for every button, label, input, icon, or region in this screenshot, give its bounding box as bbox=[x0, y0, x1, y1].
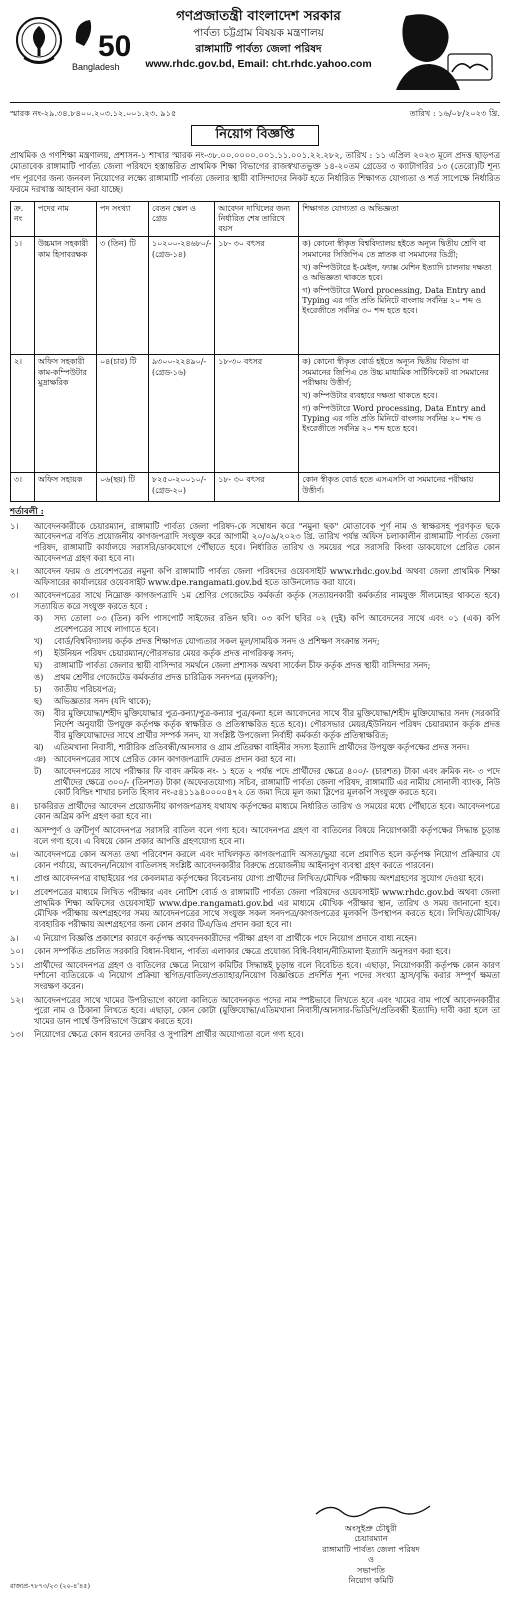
list-item: ১। আবেদনকারীকে চেয়ারম্যান, রাঙ্গামাটি পার্বত্য জেলা পরিষদ-কে সম্বোধন করে "নমুনা ছক" মোতাবেক পূর্ণ নাম ও স্বাক্ষরসহ পূরণকৃত ছকে আবেদনপত্র বর্ণিত প্রয়োজনীয় কাগজপত্রাদি সংযুক্ত করে আগামী ২০/০৯/২০২৩ খ্রি. তারিখ পর্যন্ত অফিস চলাকালীন রাঙ্গামাটি পার্বত্য জেলা পরিষদ, রাঙ্গামাটি কার্যালয়ে সরাসরি/ডাকযোগে পৌঁছাতে হবে। নির্ধারিত তারিখ ও সময়ের পরে সরাসরি কিংবা ডাকযোগে প্রেরিত কোন আবেদনপত্র গ্রহণ করা হবে না। bbox=[10, 520, 500, 563]
cell-count: ০৬(ছয়) টি bbox=[97, 473, 149, 501]
sub-item: চ) জাতীয় পরিচয়পত্র; bbox=[34, 684, 117, 695]
list-item: ৪। চাকরিরত প্রার্থীদের আবেদন প্রয়োজনীয় কাগজপত্রসহ যথাযথ কর্তৃপক্ষের মাধ্যমে নির্ধারিত তারিখ ও সময়ের মধ্যে পৌঁছাতে হবে। আবেদনপত্রে কোন অগ্রিম কপি গ্রহণ করা হবে না। bbox=[10, 800, 500, 822]
cell-count: ০৪(চার) টি bbox=[97, 355, 149, 473]
sub-item: ট) আবেদনপত্রের সাথে পরীক্ষার ফি বাবদ ক্রমিক নং- ১ হতে ২ পর্যন্ত পদে প্রার্থীদের ক্ষেত্রে ৪০০/- (চারশত) টাকা এবং ক্রমিক নং- ৩ পদে প্রার্থীদের ক্ষেত্রে ৩০০/- (তিনশত) টাকা (অফেরতযোগ্য) সচিব, রাঙ্গামাটি পার্বত্য জেলা পরিষদ, রাঙ্গামাটি এর নামীয় সোনালী ব্যাংক, নিউ কোর্ট বিল্ডিং শাখার চলতি হিসাব নং-৫৪১১৯৪০০০০৪৭২ তে জমা দিয়ে মূল জমা স্লিপের মূলকপি সংযুক্ত করতে হবে। bbox=[34, 765, 500, 798]
cell-sl: ২। bbox=[11, 355, 35, 473]
list-item: ১১। প্রার্থীদের আবেদনপত্র গ্রহণ ও বাতিলের ক্ষেত্রে নিয়োগ কমিটির সিদ্ধান্তই চূড়ান্ত বলে বিবেচিত হবে। এছাড়া, নিয়োগকারী কর্তৃপক্ষ কোন কারণ দর্শানো ব্যতিরেকে এ নিয়োগ প্রক্রিয়া স্থগিত/বাতিল/প্রত্যাহার/নিয়োগ বিজ্ঞপ্তিতে প্রদর্শিত শূন্য পদের সংখ্যা হ্রাস/বৃদ্ধি করার সম্পূর্ণ ক্ষমতা সংরক্ষণ করেন। bbox=[10, 959, 500, 991]
signatory-role: সভাপতি bbox=[357, 1564, 385, 1575]
government-seal-logo bbox=[14, 12, 64, 78]
memo-number: স্মারক নং-২৯.৩৪.৮৪০০.২০৩.১২.০০১.২৩. ৯১৫ bbox=[10, 108, 177, 118]
sub-item: ছ) অভিজ্ঞতার সনদ (যদি থাকে); bbox=[34, 696, 152, 707]
table-row bbox=[11, 237, 500, 355]
sub-item: ঝ) এতিমখানা নিবাসী, শারীরিক প্রতিবন্ধী/আনসার ও গ্রাম প্রতিরক্ষা বাহিনীর সদস্য ইত্যাদি প্রার্থীদের উপযুক্ত কর্তৃপক্ষের প্রদত্ত সনদ। bbox=[34, 741, 470, 752]
sub-item: খ) বোর্ড/বিশ্ববিদ্যালয় কর্তৃক প্রদত্ত শিক্ষাগত যোগ্যতার সকল মূল/সাময়িক সনদ ও প্রশিক্ষণ সংক্রান্ত সনদ; bbox=[34, 635, 380, 646]
vacancy-table bbox=[10, 201, 500, 502]
cell-scale: ৯৩০০-২২৪৯০/- (গ্রেড-১৬) bbox=[149, 355, 215, 473]
cell-post: উচ্চমান সহকারী কাম হিসাবরক্ষক bbox=[35, 237, 97, 355]
cell-qualification bbox=[299, 355, 500, 473]
list-item: ১২। আবেদনপত্রের সাথে খামের উপরিভাগে কালো কালিতে আবেদনকৃত পদের নাম স্পষ্টভাবে লিখতে হবে এবং খামের বাম পার্শ্বে আবেদনকারীর পুরো নাম ও ঠিকানা লিখতে হবে। এছাড়া, কোন কোটা (মুক্তিযোদ্ধা/এতিমখানা নিবাসী/আনসার-ভিডিপি/প্রতিবন্ধী ইত্যাদি) দাবী করা হলে তা খামের ডান পার্শ্বে উপরিভাগে উল্লেখ করতে হবে। bbox=[10, 994, 500, 1026]
qualification-item: গ) কম্পিউটারে Word processing, Data Entry and Typing এর গতি প্রতি মিনিটে বাংলায় সর্বনিম্ন ২০ শব্দ ও ইংরেজীতে সর্বনিম্ন ৩০ শব্দ হতে হবে। bbox=[302, 285, 486, 316]
council-name: রাঙ্গামাটি পার্বত্য জেলা পরিষদ bbox=[195, 42, 322, 55]
cell-sl: ৩। bbox=[11, 473, 35, 501]
website-email: www.rhdc.gov.bd, Email: cht.rhdc.yahoo.com bbox=[145, 58, 372, 71]
conditions-title: শর্তাবলী : bbox=[10, 506, 44, 517]
ministry-name: পার্বত্য চট্টগ্রাম বিষয়ক মন্ত্রণালয় bbox=[193, 27, 324, 40]
conditions-list bbox=[10, 521, 500, 1040]
signatory-and: ও bbox=[367, 1554, 375, 1564]
list-item: ১৩। নিয়োগের ক্ষেত্রে কোন ধরনের তদবির ও সুপারিশ প্রার্থীর অযোগ্যতা বলে গণ্য হবে। bbox=[10, 1029, 304, 1040]
signature-scribble bbox=[296, 1500, 446, 1520]
list-item: ৩। আবেদনপত্রের সাথে নিম্নোক্ত কাগজপত্রাদি ১ম শ্রেণির গেজেটেড কর্মকর্তা কর্তৃক (সত্যায়নকারী কর্মকর্তার নামযুক্ত সীলমোহর থাকতে হবে) সত্যায়িত করে সংযুক্ত করতে হবে : ক) সদ্য তোলা ০৩ (তিন) কপি পাসপোর্ট সাইজের রঙিন ছবি। ০৩ কপি ছবির ০২ (দুই) কপি আবেদনের সাথে এবং ০১ (এক) কপি প্রবেশপত্রের সাথে লাগাতে হবে। খ) বোর্ড/বিশ্ববিদ্যালয় কর্তৃক প্রদত্ত শিক্ষাগত যোগ্যতার সকল মূল/সাময়িক সনদ ও প্রশিক্ষণ সংক্রান্ত সনদ; গ) ইউনিয়ন পরিষদ চেয়ারম্যান/পৌরসভার মেয়র কর্তৃক প্রদত্ত নাগরিকত্ব সনদ; ঘ) রাঙ্গামাটি পার্বত্য জেলার স্থায়ী বাসিন্দার সমর্থনে জেলা প্রশাসক অথবা সার্কেল চীফ কর্তৃক প্রদত্ত স্থায়ী বাসিন্দার সনদ; ঙ) প্রথম শ্রেণীর গেজেটেড কর্মকর্তার প্রদত্ত চারিত্রিক সনদপত্র (মূলকপি); চ) জাতীয় পরিচয়পত্র; ছ) অভিজ্ঞতার সনদ (যদি থাকে); জ) বীর মুক্তিযোদ্ধা/শহীদ মুক্তিযোদ্ধার পুত্র-কন্যা/পুত্র-কন্যার পুত্র/কন্যা হলে আবেদনের সাথে বীর মুক্তিযোদ্ধা/শহীদ মুক্তিযোদ্ধার সনদ (সরকারি নির্দেশ অনুযায়ী উপযুক্ত কর্তৃপক্ষ কর্তৃক স্বাক্ষরিত ও প্রতিস্বাক্ষরিত হতে হবে)। পৌরসভার মেয়র/ইউনিয়ন পরিষদ চেয়ারম্যান কর্তৃক প্রদত্ত বীর মুক্তিযোদ্ধাদের সাথে প্রার্থীর সম্পর্ক সনদ, যা সংশ্লিষ্ট উপজেলা নির্বাহী কর্মকর্তা কর্তৃক প্রতিস্বাক্ষরিত; ঝ) এতিমখানা নিবাসী, শারীরিক প্রতিবন্ধী/আনসার ও গ্রাম প্রতিরক্ষা বাহিনীর সদস্য ইত্যাদি প্রার্থীদের উপযুক্ত কর্তৃপক্ষের প্রদত্ত সনদ। ঞ) আবেদনপত্রের সাথে প্রেরিত কোন কাগজপত্রাদি ফেরত প্রদান করা হবে না। ট) আবেদনপত্রের সাথে পরীক্ষার ফি বাবদ ক্রমিক নং- ১ হতে ২ পর্যন্ত পদে প্রার্থীদের ক্ষেত্রে ৪০০/- (চারশত) টাকা এবং ক্রমিক নং- ৩ পদে প্রার্থীদের ক্ষেত্রে ৩০০/- (তিনশত) টাকা (অফেরতযোগ্য) সচিব, রাঙ্গামাটি পার্বত্য জেলা পরিষদ, রাঙ্গামাটি এর নামীয় সোনালী ব্যাংক, নিউ কোর্ট বিল্ডিং শাখার চলতি হিসাব নং-৫৪১১৯৪০০০০৪৭২ তে জমা দিয়ে মূল জমা স্লিপের মূলকপি সংযুক্ত করতে হবে। bbox=[10, 590, 500, 798]
logo-50-text: Bangladesh bbox=[72, 62, 120, 72]
sub-item: জ) বীর মুক্তিযোদ্ধা/শহীদ মুক্তিযোদ্ধার পুত্র-কন্যা/পুত্র-কন্যার পুত্র/কন্যা হলে আবেদনের সাথে বীর মুক্তিযোদ্ধা/শহীদ মুক্তিযোদ্ধার সনদ (সরকারি নির্দেশ অনুযায়ী উপযুক্ত কর্তৃপক্ষ কর্তৃক স্বাক্ষরিত ও প্রতিস্বাক্ষরিত হতে হবে)। পৌরসভার মেয়র/ইউনিয়ন পরিষদ চেয়ারম্যান কর্তৃক প্রদত্ত বীর মুক্তিযোদ্ধাদের সাথে প্রার্থীর সম্পর্ক সনদ, যা সংশ্লিষ্ট উপজেলা নির্বাহী কর্মকর্তা কর্তৃক প্রতিস্বাক্ষরিত; bbox=[34, 708, 500, 740]
print-code: রাজাপ্র-৭৮৭৩/২৩ (২০-৪'৪৫) bbox=[10, 1581, 90, 1590]
memo-row bbox=[10, 108, 500, 119]
cell-age: ১৮-৩০ বৎসর bbox=[215, 355, 299, 473]
qualification-item: ক) কোনো স্বীকৃত বিশ্ববিদ্যালয় হইতে অন্যূন দ্বিতীয় শ্রেণি বা সমমানের সিজিপিএ তে স্নাতক বা সমমানের ডিগ্রী; bbox=[302, 239, 486, 259]
qualification-item: গ) কম্পিউটারে Word processing, Data Entry and Typing এর গতি প্রতি মিনিটে বাংলায় সর্বনিম্ন ২০ শব্দ ও ইংরেজীতে সর্বনিম্ন ২০ শব্দ হতে হবে। bbox=[302, 403, 486, 434]
memo-date: তারিখ : ১৬/০৮/২০২৩ খ্রি. bbox=[409, 108, 500, 118]
list-item: ৮। প্রবেশপত্রের মাধ্যমে লিখিত পরীক্ষার এবং নোটিশ বোর্ড ও রাঙ্গামাটি পার্বত্য জেলা পরিষদের ওয়েবসাইট www.rhdc.gov.bd অথবা জেলা প্রাথমিক শিক্ষা অফিসের ওয়েবসাইট www.dpe.rangamati.gov.bd এর মাধ্যমে মৌখিক পরীক্ষার স্থান, তারিখ ও সময় জানানো হবে। মৌখিক পরীক্ষায় অংশগ্রহণের সময় আবেদনপত্রের সাথে সংযুক্ত সকল সনদপত্র/কাগজপত্রের মূলকপি উপস্থাপন করতে হবে। লিখিত/মৌখিক/ব্যবহারিক পরীক্ষায় অংশগ্রহণের জন্য কোন প্রকার টিএ/ডিএ প্রদান করা হবে না। bbox=[10, 887, 500, 929]
cell-qualification bbox=[299, 473, 500, 501]
letterhead bbox=[10, 6, 500, 98]
list-item: ১০। কোন সম্পর্কিত প্রচলিত সরকারি বিধান-বিধান, পার্বত্য এলাকার ক্ষেত্রে প্রযোজ্য বিধি-বিধান/নীতিমালা ইত্যাদি অনুসরণ করা হবে। bbox=[10, 946, 451, 957]
signatory-office: রাঙ্গামাটি পার্বত্য জেলা পরিষদ bbox=[322, 1543, 420, 1554]
cell-count: ৩ (তিন) টি bbox=[97, 237, 149, 355]
sub-item: ক) সদ্য তোলা ০৩ (তিন) কপি পাসপোর্ট সাইজের রঙিন ছবি। ০৩ কপি ছবির ০২ (দুই) কপি আবেদনের সাথে এবং ০১ (এক) কপি প্রবেশপত্রের সাথে লাগাতে হবে। bbox=[34, 613, 500, 634]
signatory-designation: চেয়ারম্যান bbox=[354, 1533, 388, 1543]
table-row bbox=[11, 473, 500, 501]
sub-item: ঙ) প্রথম শ্রেণীর গেজেটেড কর্মকর্তার প্রদত্ত চারিত্রিক সনদপত্র (মূলকপি); bbox=[34, 672, 278, 683]
col-header-count: পদ সংখ্যা bbox=[97, 202, 149, 237]
list-item: ৬। আবেদনপত্রে কোন অসত্য তথ্য পরিবেশন করলে এবং দাখিলকৃত কাগজপত্রাদি অসত্য/ভুয়া বলে প্রমাণিত হলে কর্তৃপক্ষ নিয়োগ প্রক্রিয়ার যে কোন পর্যায়ে, আবেদন/নিয়োগ বাতিলসহ সংশ্লিষ্ট আবেদনকারীর বিরুদ্ধে প্রয়োজনীয় আইনানুগ ব্যবস্থা গ্রহণ করতে পারবেন। bbox=[10, 849, 500, 870]
col-header-post: পদের নাম bbox=[35, 202, 97, 237]
letterhead-text bbox=[135, 8, 382, 72]
signatory-name: অংসুইপ্রু চৌধুরী bbox=[345, 1522, 397, 1533]
col-header-scale: বেতন স্কেল ও গ্রেড bbox=[149, 202, 215, 237]
list-item: ২। আবেদন ফরম ও প্রবেশপত্রের নমুনা কপি রাঙ্গামাটি পার্বত্য জেলা পরিষদের ওয়েবসাইট www.rhdc.gov.bd অথবা জেলা প্রাথমিক শিক্ষা অফিসারের কার্যালয়ের ওয়েবসাইট www.dpe.rangamati.gov.bd হতে ডাউনলোড করা যাবে। bbox=[10, 566, 500, 587]
sub-item: ঞ) আবেদনপত্রের সাথে প্রেরিত কোন কাগজপত্রাদি ফেরত প্রদান করা হবে না। bbox=[34, 753, 296, 764]
cell-qualification bbox=[299, 237, 500, 355]
signatory-committee: নিয়োগ কমিটি bbox=[348, 1575, 394, 1585]
intro-paragraph: প্রাথমিক ও গণশিক্ষা মন্ত্রণালয়, প্রশাসন-১ শাখার স্মারক নং-৩৮.০০.০০০০.০০১.১১.০০১.২২.২৮২, তারিখ : ১১ এপ্রিল ২০২৩ মূলে প্রদত্ত ছাড়পত্র মোতাবেক রাঙ্গামাটি পার্বত্য জেলা পরিষদে হস্তান্তরিত প্রাথমিক শিক্ষা বিভাগের রাজস্বখাতভুক্ত ১৪-২০তম গ্রেডের ৩ ক্যাটাগরির ১৩ (তেরো)টি শূন্য পদ পূরণের জন্য জনবল নিয়োগের লক্ষ্যে রাঙ্গামাটি পার্বত্য জেলার স্থায়ী বাসিন্দাদের নিকট হতে নির্ধারিত শিক্ষাগত যোগ্যতা ও শর্ত সাপেক্ষে নির্ধারিত ফরমে দরখাস্ত আহবান করা যাচ্ছে। bbox=[10, 150, 500, 194]
col-header-age: আবেদন দাখিলের জন্য নির্ধারিত শেষ তারিখে বয়স bbox=[215, 202, 299, 237]
col-header-qualification: শিক্ষাগত যোগ্যতা ও অভিজ্ঞতা bbox=[299, 202, 500, 237]
sub-item: গ) ইউনিয়ন পরিষদ চেয়ারম্যান/পৌরসভার মেয়র কর্তৃক প্রদত্ত নাগরিকত্ব সনদ; bbox=[34, 647, 295, 658]
cell-post: অফিস সহকারী কাম-কম্পিউটার মুদ্রাক্ষরিক bbox=[35, 355, 97, 473]
bangladesh-50-logo bbox=[70, 12, 132, 78]
mujib-100-portrait-logo bbox=[386, 10, 496, 90]
qualification-item: কোন স্বীকৃত বোর্ড হতে এসএসসি বা সমমানের পরীক্ষায় উত্তীর্ণ। bbox=[302, 475, 474, 495]
list-item: ৭। প্রাপ্ত আবেদনপত্র বাছাইয়ের পর কেবলমাত্র কর্তৃপক্ষের বিবেচনায় যোগ্য প্রার্থীদের লিখিত/মৌখিক পরীক্ষায় অংশগ্রহণের সুযোগ দেওয়া হবে। bbox=[10, 873, 484, 884]
qualification-item: ক) কোনো স্বীকৃত বোর্ড হইতে অন্যূন দ্বিতীয় বিভাগ বা সমমানের জিপিএ তে উচ্চ মাধ্যমিক সার্টিফিকেট বা সমমানের পরীক্ষায় উত্তীর্ণ; bbox=[302, 357, 489, 387]
sub-item: ঘ) রাঙ্গামাটি পার্বত্য জেলার স্থায়ী বাসিন্দার সমর্থনে জেলা প্রশাসক অথবা সার্কেল চীফ কর্তৃক প্রদত্ত স্থায়ী বাসিন্দার সনদ; bbox=[34, 659, 431, 670]
cell-scale: ১০২০০-২৪৬৮০/- (গ্রেড-১৪) bbox=[149, 237, 215, 355]
list-item: ৯। এ নিয়োগ বিজ্ঞপ্তি প্রকাশের কারণে কর্তৃপক্ষ আবেদনকারীদের পরীক্ষা গ্রহণ বা প্রার্থীকে পদে নিয়োগ প্রদানে বাধ্য নহেন। bbox=[10, 932, 417, 943]
condition-text: আবেদনপত্রের সাথে নিম্নোক্ত কাগজপত্রাদি ১ম শ্রেণির গেজেটেড কর্মকর্তা কর্তৃক (সত্যায়নকারী কর্মকর্তার নামযুক্ত সীলমোহর থাকতে হবে) সত্যায়িত করে সংযুক্ত করতে হবে : bbox=[34, 590, 500, 611]
col-header-sl: ক্র. নং bbox=[11, 202, 35, 237]
cell-age: ১৮- ৩০ বৎসর bbox=[215, 473, 299, 501]
qualification-item: খ) কম্পিউটার ব্যবহারে দক্ষতা থাকতে হবে। bbox=[302, 390, 438, 400]
signature-block bbox=[296, 1500, 446, 1586]
cell-post: অফিস সহায়ক bbox=[35, 473, 97, 501]
svg-text:50: 50 bbox=[98, 30, 132, 63]
cell-age: ১৮- ৩০ বৎসর bbox=[215, 237, 299, 355]
table-header-row bbox=[11, 202, 500, 237]
list-item: ৫। অসম্পূর্ণ ও ত্রুটিপূর্ণ আবেদনপত্র সরাসরি বাতিল বলে গণ্য হবে। আবেদনপত্র গ্রহণ বা বাতিলের বিষয়ে নিয়োগকারী কর্তৃপক্ষের সিদ্ধান্ত চূড়ান্ত বলে গণ্য হবে। এ বিষয়ে কোন প্রকার আপত্তি গ্রহণযোগ্য হবে না। bbox=[10, 825, 500, 846]
header-divider bbox=[10, 102, 500, 103]
cell-scale: ৮২৫০-২০০১০/- (গ্রেড-২০) bbox=[149, 473, 215, 501]
government-name: গণপ্রজাতন্ত্রী বাংলাদেশ সরকার bbox=[176, 8, 341, 24]
table-row bbox=[11, 355, 500, 473]
qualification-item: খ) কম্পিউটারে ই-মেইল, ফ্যাক্স মেশিন ইত্যাদি চালনায় দক্ষতা ও অভিজ্ঞতা থাকতে হবে। bbox=[302, 262, 492, 282]
cell-sl: ১। bbox=[11, 237, 35, 355]
notice-title: নিয়োগ বিজ্ঞপ্তি bbox=[191, 125, 319, 147]
